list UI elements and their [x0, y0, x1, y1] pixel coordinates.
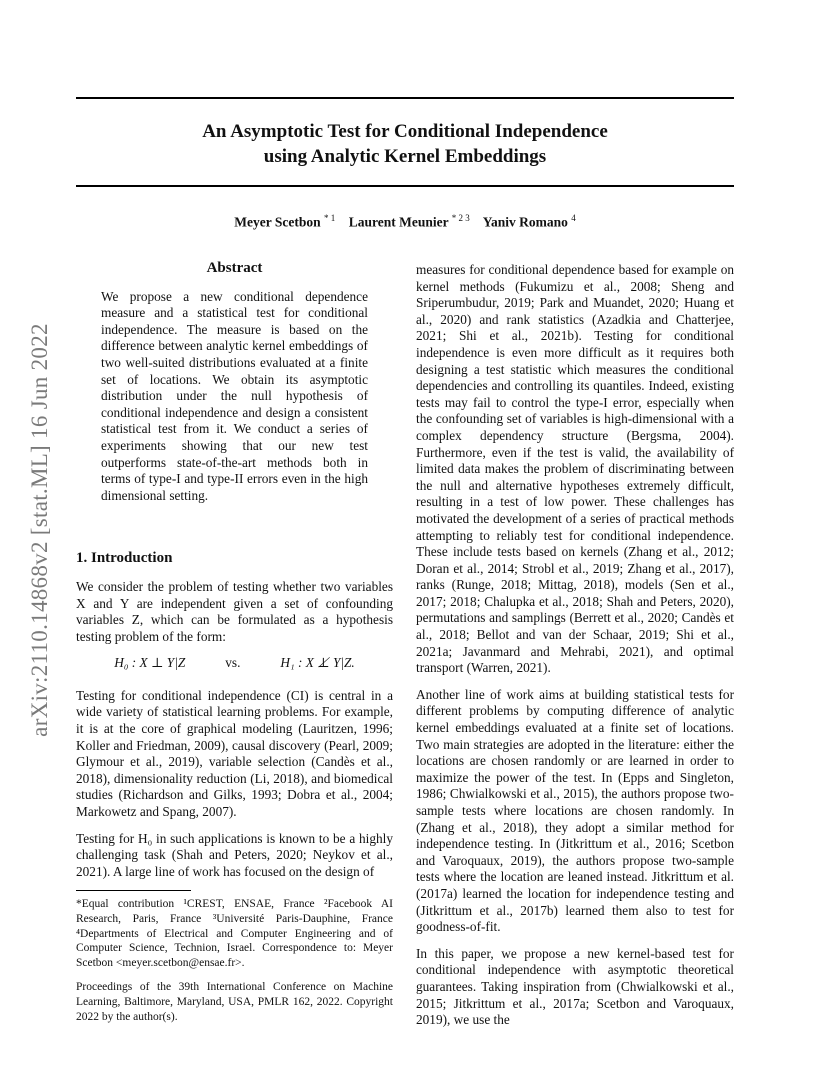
proceedings-note: Proceedings of the 39th International Conference on Machine Learning, Baltimore, Maryland, USA, PMLR 162, 2022. Copyright 2022 by the author(s).: [76, 981, 393, 1023]
author-name: Meyer Scetbon: [234, 214, 321, 230]
arxiv-sidebar: [20, 300, 60, 760]
author-list: [76, 213, 734, 231]
paper-title: [76, 119, 734, 169]
abstract-heading: Abstract: [206, 260, 263, 276]
right-column: [416, 262, 734, 1039]
author-name: Laurent Meunier: [348, 214, 449, 230]
right-paragraph-2: Another line of work aims at building statistical tests for different problems by computing difference of analytic kernel embeddings evaluated at a finite set of locations. Two main strategies are adopted in the literature: either the locations are chosen randomly or are learned in order to maximize the power of the test. In (Epps and Singleton, 1986; Chwialkowski et al., 2015), the authors propose two-sample tests where locations are chosen randomly. In (Zhang et al., 2018), they adopt a similar method for independence testing. In (Jitkrittum et al., 2016; Scetbon and Varoquaux, 2019), the authors propose two-sample tests where the location are leaned instead. Jitkrittum et al. (2017a) learned the location for independence testing and (Jitkrittum et al., 2017b) learned them also to test for goodness-of-fit.: [416, 686, 734, 935]
author-name: Yaniv Romano: [482, 214, 568, 230]
intro-paragraph-1: We consider the problem of testing whether two variables X and Y are independent given a set of confounding variables Z, which can be formulated as a hypothesis testing problem of the form:: [76, 578, 393, 644]
abstract-text: We propose a new conditional dependence measure and a statistical test for conditional independence. The measure is based on the difference between analytic kernel embeddings of two well-suited distributions evaluated at a finite set of locations. We obtain its asymptotic distribution under the null hypothesis of conditional independence and design a consistent statistical test from it. We conduct a series of experiments showing that our new test outperforms state-of-the-art methods both in terms of type-I and type-II errors even in the high dimensional setting.: [101, 288, 368, 503]
arxiv-stamp: arXiv:2110.14868v2 [stat.ML] 16 Jun 2022: [27, 323, 52, 737]
equation-alternative: H₁ : X ⊥̸ Y|Z.: [280, 655, 355, 671]
section-heading-introduction: 1. Introduction: [76, 550, 173, 567]
title-line-1: An Asymptotic Test for Conditional Independence: [202, 121, 608, 142]
footnote-rule: [76, 890, 191, 891]
intro-paragraph-2: Testing for conditional independence (CI) is central in a wide variety of statistical learning problems. For example, it is at the core of graphical modeling (Lauritzen, 1996; Koller and Friedman, 2009), causal discovery (Pearl, 2009; Glymour et al., 2019), variable selection (Candès et al., 2018), dimensionality reduction (Li, 2018), and biomedical studies (Richardson and Gilks, 1993; Dobra et al., 2004; Markowetz and Spang, 2007).: [76, 687, 393, 820]
author-marks: * 1: [323, 213, 336, 223]
right-paragraph-1: measures for conditional dependence based for example on kernel methods (Fukumizu et al., 2008; Sheng and Sriperumbudur, 2019; Park and Muandet, 2020; Huang et al., 2020) and rank statistics (Azadkia and Chatterjee, 2021; Shi et al., 2021b). Testing for conditional independence is even more difficult as it requires both designing a test statistic which measures the conditional dependencies and controlling its quantiles. Indeed, existing tests may fail to control the type-I error, especially when the confounding set of variables is high-dimensional with a complex dependency structure (Bergsma, 2004). Furthermore, even if the test is valid, the availability of limited data makes the problem of discriminating between the null and alternative hypotheses extremely difficult, resulting in a test of low power. These challenges has motivated the development of a series of practical methods attempting to reliably test for conditional independence. These include tests based on kernels (Zhang et al., 2012; Doran et al., 2014; Strobl et al., 2019; Zhang et al., 2017), ranks (Runge, 2018; Mittag, 2018), models (Sen et al., 2017; 2018; Chalupka et al., 2018; Shah and Peters, 2020), permutations and samplings (Berrett et al., 2020; Candès et al., 2018; Bellot and van der Schaar, 2019; Shi et al., 2021a; Javanmard and Mehrabi, 2021), and optimal transport (Warren, 2021).: [416, 262, 734, 676]
title-line-2: using Analytic Kernel Embeddings: [263, 146, 547, 167]
affiliation-footnote: *Equal contribution ¹CREST, ENSAE, France ²Facebook AI Research, Paris, France ³Université Paris-Dauphine, France ⁴Departments of Electrical and Computer Engineering and of Computer Science, Technion, Israel. Correspondence to: Meyer Scetbon <meyer.scetbon@ensae.fr>.: [76, 898, 393, 969]
hypothesis-equation: [76, 655, 393, 672]
intro-paragraph-3: Testing for H₀ in such applications is known to be a highly challenging task (Shah and Peters, 2020; Neykov et al., 2021). A large line of work has focused on the design of: [76, 830, 393, 879]
right-paragraph-3: In this paper, we propose a new kernel-based test for conditional independence with asymptotic theoretical guarantees. Taking inspiration from (Chwialkowski et al., 2015; Jitkrittum et al., 2017a; Scetbon and Varoquaux, 2019), we use the: [416, 945, 734, 1028]
top-rule: [76, 97, 734, 99]
author-marks: 4: [571, 213, 576, 223]
title-bottom-rule: [76, 185, 734, 187]
left-column: [76, 260, 393, 1034]
equation-null: H₀ : X ⊥ Y|Z: [114, 655, 186, 671]
equation-vs: vs.: [225, 655, 241, 671]
author-marks: * 2 3: [451, 213, 470, 223]
